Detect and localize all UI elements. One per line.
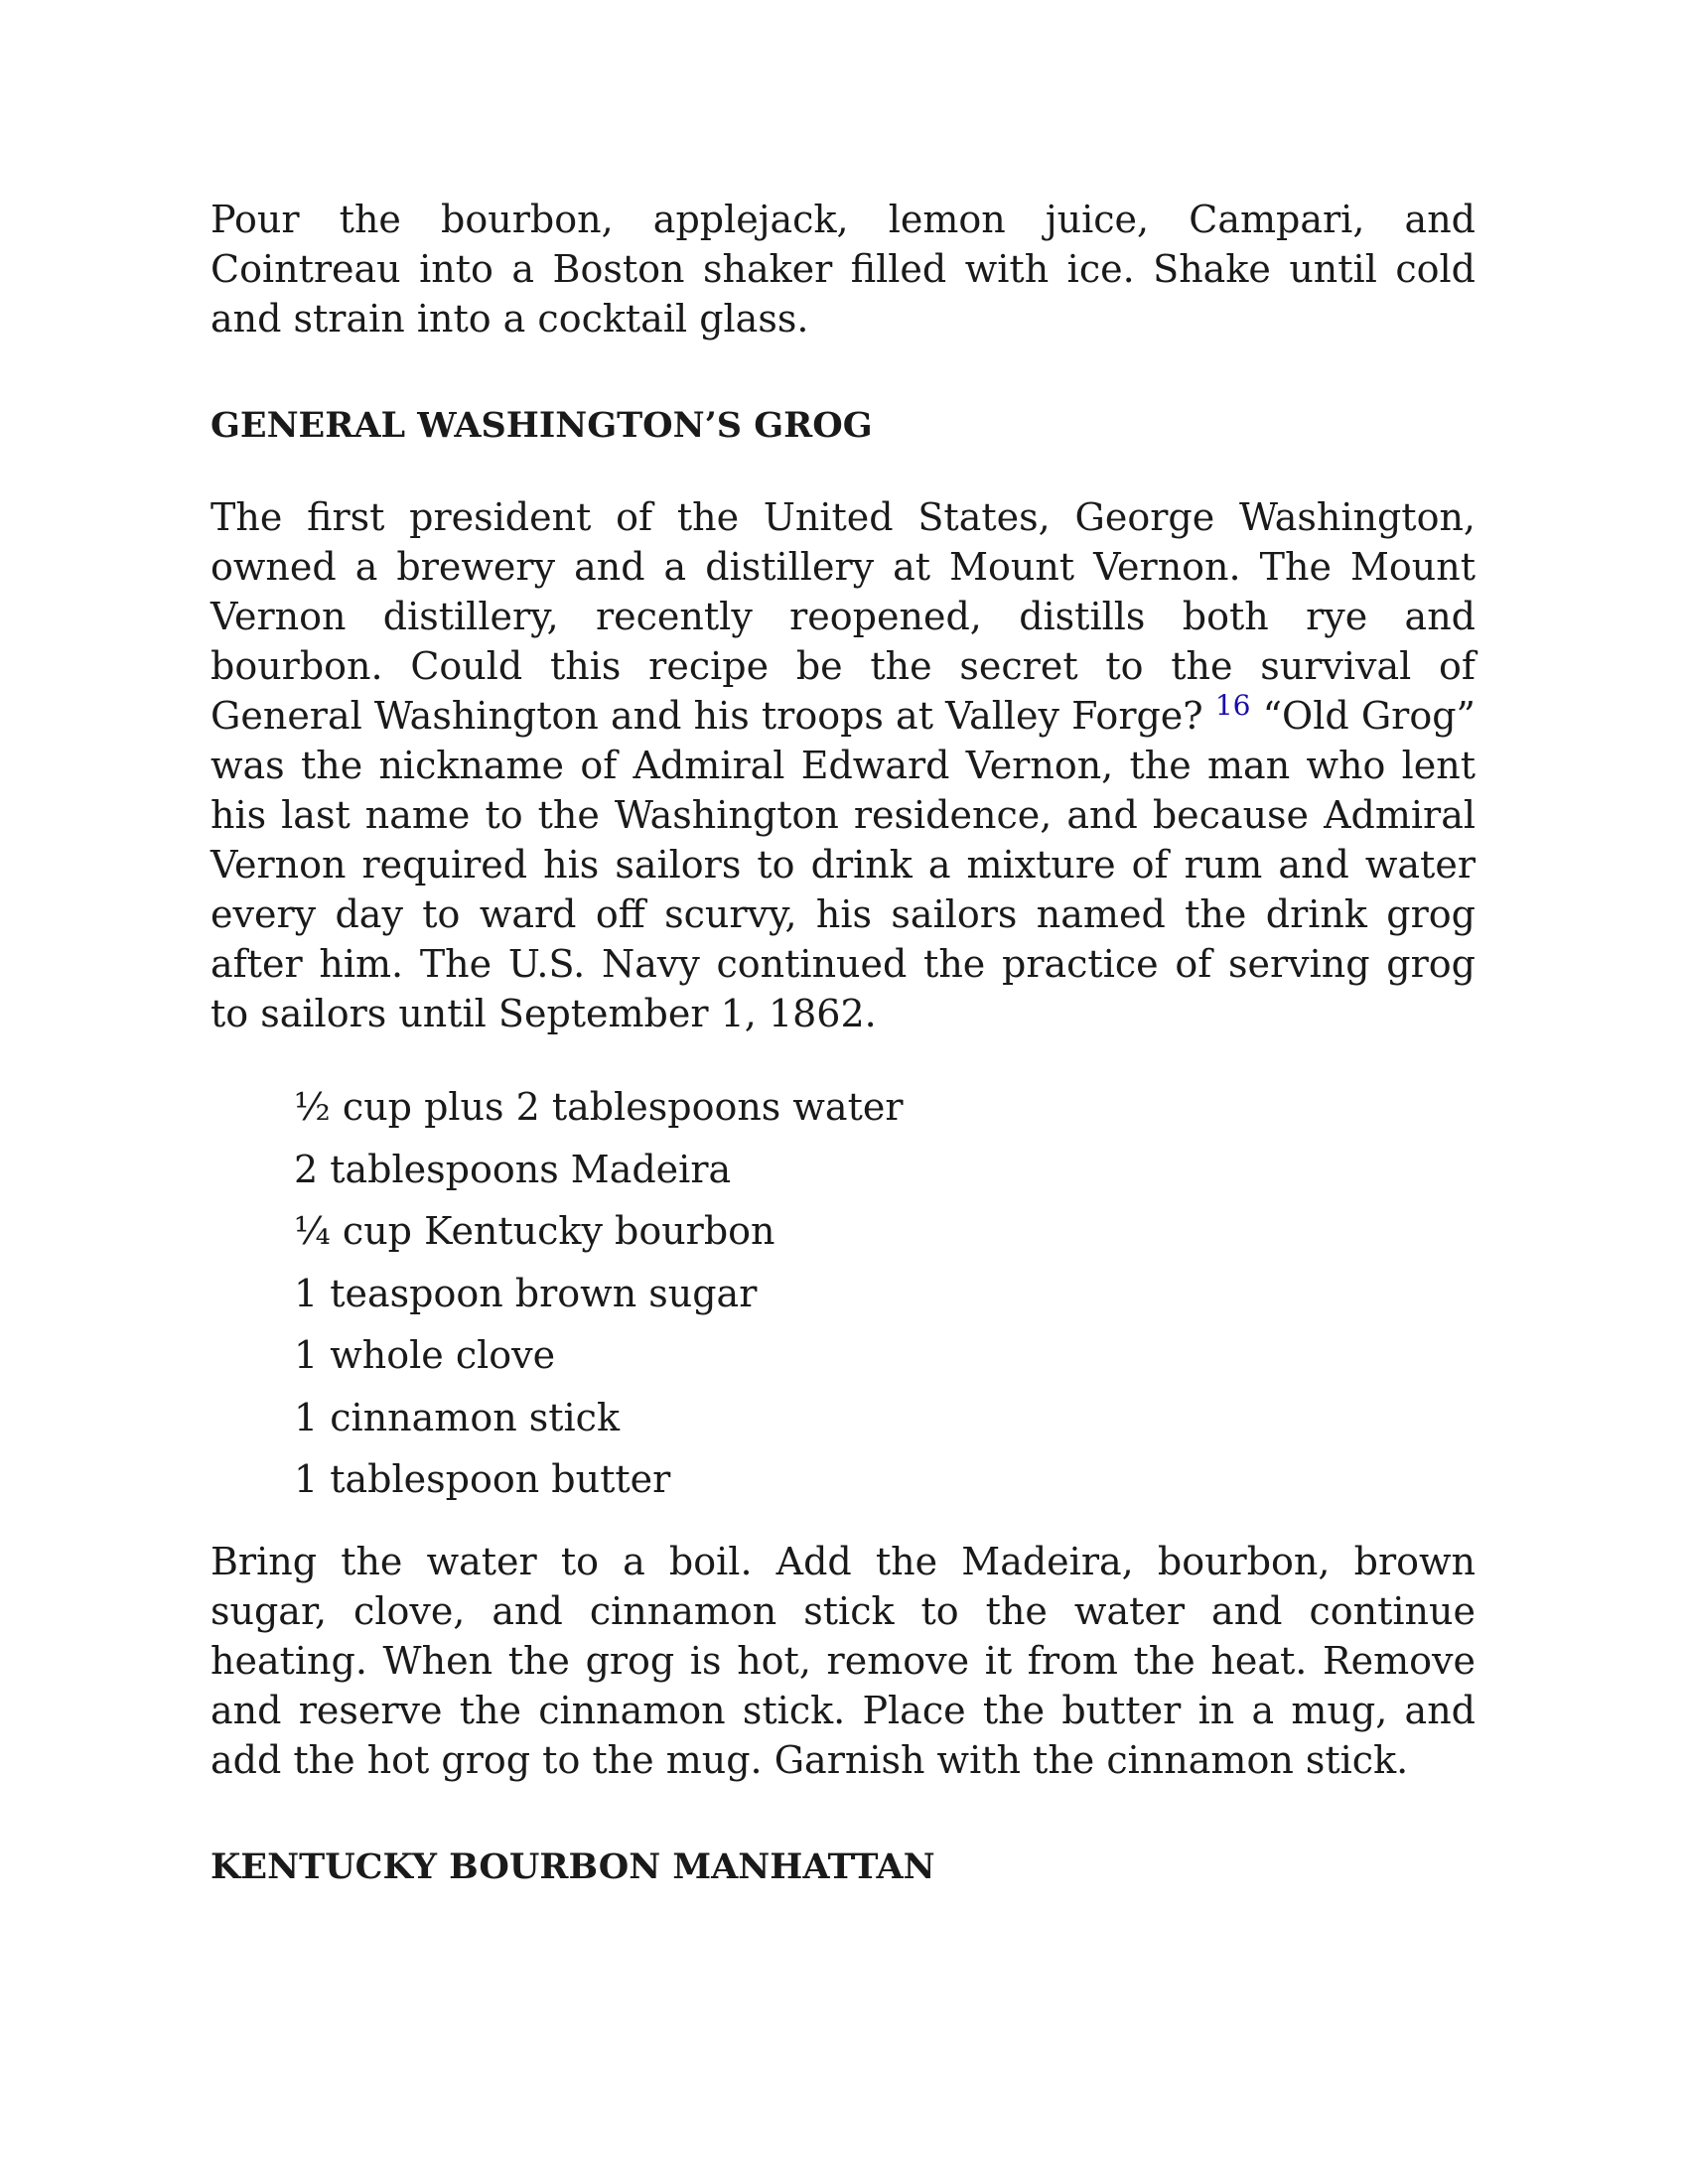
recipe-method: Bring the water to a boil. Add the Madeira, bourbon, brown sugar, clove, and cinnamon stick to the water and continue heating. When the grog is hot, remove it from the heat. Remove and reserve the cinnamon stick. Place the butter in a mug, and add the hot grog to the mug. Garnish with the cinnamon stick. — [211, 1539, 1476, 1782]
recipe-title-kentucky-bourbon-manhattan: KENTUCKY BOURBON MANHATTAN — [211, 1845, 935, 1887]
ingredient-item: 1 cinnamon stick — [294, 1395, 620, 1439]
ingredient-item: 2 tablespoons Madeira — [294, 1147, 732, 1191]
ingredient-item: ¼ cup Kentucky bourbon — [294, 1209, 775, 1253]
footnote-link[interactable]: 16 — [1214, 689, 1251, 722]
description-text-after-note: “Old Grog” was the nickname of Admiral Edward Vernon, the man who lent his last name to the Washington residence, and because Admiral Vernon required his sailors to drink a mixture of rum and water every day to ward off scurvy, his sailors named the drink grog after him. The U.S. Navy continued the practice of serving grog to sailors until September 1, 1862. — [211, 694, 1476, 1035]
description-text-before-note: The first president of the United States, George Washington, owned a brewery and a distillery at Mount Vernon. The Mount Vernon distillery, recently reopened, distills both rye and bourbon. Could this recipe be the secret to the survival of General Washington and his troops at Valley Forge? — [211, 495, 1476, 738]
book-page — [211, 195, 1476, 1892]
previous-recipe-instructions: Pour the bourbon, applejack, lemon juice, Campari, and Cointreau into a Boston shaker filled with ice. Shake until cold and strain into a cocktail glass. — [211, 198, 1476, 341]
ingredient-item: 1 teaspoon brown sugar — [294, 1271, 758, 1315]
ingredient-list — [211, 1076, 1476, 1511]
recipe-description — [211, 492, 1476, 1038]
recipe-title-generals-grog: GENERAL WASHINGTON’S GROG — [211, 405, 873, 446]
ingredient-item: ½ cup plus 2 tablespoons water — [294, 1085, 904, 1129]
ingredient-item: 1 whole clove — [294, 1333, 556, 1377]
ingredient-item: 1 tablespoon butter — [294, 1457, 671, 1501]
